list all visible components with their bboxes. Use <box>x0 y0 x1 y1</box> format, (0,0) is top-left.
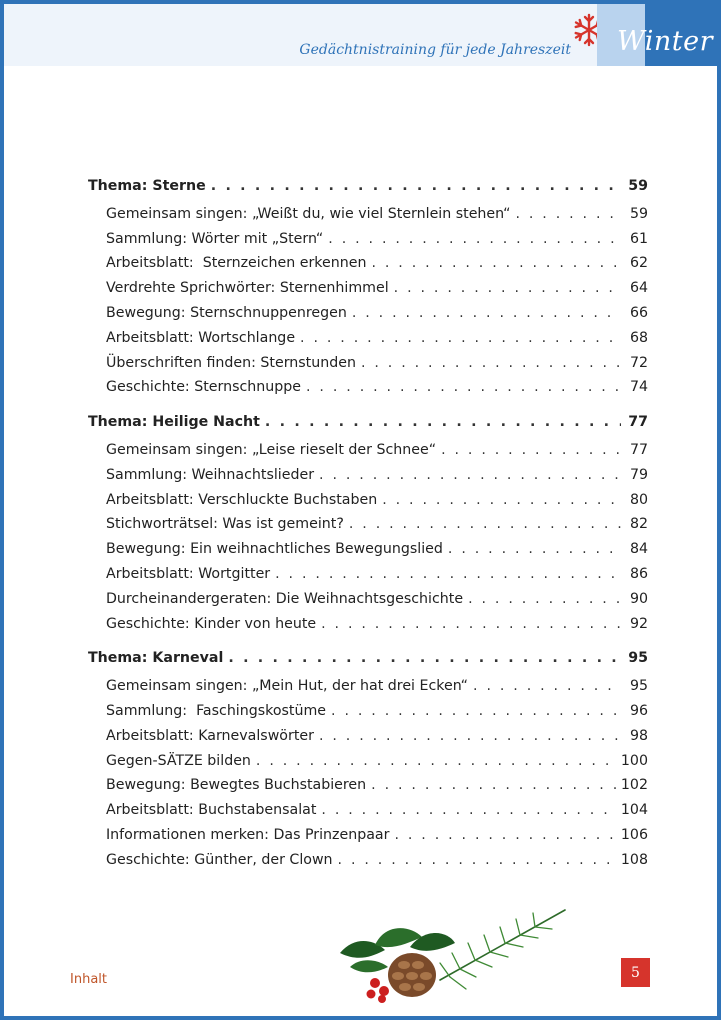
toc-entry[interactable] <box>88 442 648 467</box>
toc-page: 77 <box>628 414 648 431</box>
toc-page: 100 <box>620 752 648 769</box>
toc-entry[interactable] <box>88 827 648 852</box>
toc-entry-title: Arbeitsblatt: Karnevalswörter <box>106 727 314 744</box>
toc-entry[interactable] <box>88 566 648 591</box>
toc-entry-title: Arbeitsblatt: Wortschlange <box>106 329 296 346</box>
toc-page: 98 <box>629 727 648 744</box>
toc-heading[interactable] <box>88 414 648 439</box>
toc-entry-title: Geschichte: Sternschnuppe <box>106 379 302 396</box>
toc-entry-title: Bewegung: Ein weihnachtliches Bewegungslied <box>106 541 443 558</box>
toc-entry-title: Gegen-SÄTZE bilden <box>106 752 251 769</box>
toc-page: 59 <box>628 178 648 194</box>
toc-entry[interactable] <box>88 355 648 380</box>
toc-entry[interactable] <box>88 852 648 877</box>
toc-entry[interactable] <box>88 379 648 404</box>
holly-pinecone-decoration <box>330 905 570 1005</box>
toc-entry[interactable] <box>88 616 648 641</box>
toc-page: 106 <box>620 826 648 843</box>
toc-entry-title: Geschichte: Günther, der Clown <box>106 851 333 868</box>
toc-page: 59 <box>629 205 648 222</box>
toc-entry-title: Überschriften finden: Sternstunden <box>106 354 356 371</box>
toc-page: 74 <box>629 379 648 396</box>
toc-entry-title: Arbeitsblatt: Wortgitter <box>106 565 271 582</box>
toc-entry[interactable] <box>88 305 648 330</box>
toc-entry[interactable] <box>88 703 648 728</box>
toc-entry[interactable] <box>88 280 648 305</box>
toc-entry[interactable] <box>88 753 648 778</box>
toc-entry-title: Geschichte: Kinder von heute <box>106 615 317 632</box>
toc-entry-title: Gemeinsam singen: „Weißt du, wie viel Sternlein stehen“ <box>106 205 511 222</box>
page-number: 5 <box>621 958 650 987</box>
toc-entry-title: Stichworträtsel: Was ist gemeint? <box>106 516 344 533</box>
toc-entry[interactable] <box>88 231 648 256</box>
toc-entry-title: Arbeitsblatt: Verschluckte Buchstaben <box>106 491 378 508</box>
toc-entry[interactable] <box>88 516 648 541</box>
season-title: Winter <box>617 26 714 57</box>
toc-page: 96 <box>629 702 648 719</box>
toc-entry-title: Bewegung: Sternschnuppenregen <box>106 304 347 321</box>
toc-section-heilige-nacht <box>88 414 648 640</box>
toc-entry[interactable] <box>88 678 648 703</box>
toc-heading-title: Thema: Karneval <box>88 650 224 667</box>
toc-entry-title: Gemeinsam singen: „Leise rieselt der Schnee“ <box>106 441 437 458</box>
toc-page: 102 <box>620 777 648 794</box>
toc-entry-title: Verdrehte Sprichwörter: Sternenhimmel <box>106 280 389 297</box>
toc-page: 92 <box>629 615 648 632</box>
toc-section-karneval <box>88 650 648 876</box>
toc-entry-title: Sammlung: Wörter mit „Stern“ <box>106 230 324 247</box>
toc-entry-title: Gemeinsam singen: „Mein Hut, der hat drei Ecken“ <box>106 678 469 695</box>
toc-entry[interactable] <box>88 591 648 616</box>
toc-page: 66 <box>629 304 648 321</box>
footer-label: Inhalt <box>70 972 107 987</box>
toc-page: 62 <box>629 255 648 272</box>
toc-entry[interactable] <box>88 802 648 827</box>
toc-entry-title: Durcheinandergeraten: Die Weihnachtsgeschichte <box>106 590 464 607</box>
toc-page: 68 <box>629 329 648 346</box>
season-banner <box>597 4 717 66</box>
toc-page: 64 <box>629 280 648 297</box>
toc-heading-title: Thema: Sterne <box>88 178 206 194</box>
toc-page: 84 <box>629 541 648 558</box>
header-subtitle: Gedächtnistraining für jede Jahreszeit <box>299 42 571 58</box>
toc-entry-title: Arbeitsblatt: Sternzeichen erkennen <box>106 255 367 272</box>
toc-entry[interactable] <box>88 467 648 492</box>
toc-entry-title: Bewegung: Bewegtes Buchstabieren <box>106 777 367 794</box>
toc-page: 95 <box>629 678 648 695</box>
toc-heading[interactable] <box>88 650 648 675</box>
toc-page: 90 <box>629 590 648 607</box>
toc-page: 95 <box>628 650 648 667</box>
toc-entry-title: Sammlung: Faschingskostüme <box>106 702 327 719</box>
table-of-contents <box>88 178 648 887</box>
toc-heading[interactable] <box>88 178 648 203</box>
toc-page: 72 <box>629 354 648 371</box>
toc-entry[interactable] <box>88 492 648 517</box>
toc-entry[interactable] <box>88 728 648 753</box>
toc-page: 86 <box>629 565 648 582</box>
toc-page: 108 <box>620 851 648 868</box>
toc-heading-title: Thema: Heilige Nacht <box>88 414 260 431</box>
toc-page: 104 <box>620 802 648 819</box>
toc-entry[interactable] <box>88 255 648 280</box>
toc-section-sterne <box>88 178 648 404</box>
toc-entry-title: Informationen merken: Das Prinzenpaar <box>106 826 390 843</box>
toc-page: 77 <box>629 441 648 458</box>
toc-entry-title: Arbeitsblatt: Buchstabensalat <box>106 802 317 819</box>
toc-entry[interactable] <box>88 330 648 355</box>
toc-page: 82 <box>629 516 648 533</box>
toc-page: 80 <box>629 491 648 508</box>
toc-entry[interactable] <box>88 206 648 231</box>
toc-entry[interactable] <box>88 541 648 566</box>
toc-page: 79 <box>629 466 648 483</box>
toc-entry[interactable] <box>88 777 648 802</box>
toc-entry-title: Sammlung: Weihnachtslieder <box>106 466 315 483</box>
toc-page: 61 <box>629 230 648 247</box>
